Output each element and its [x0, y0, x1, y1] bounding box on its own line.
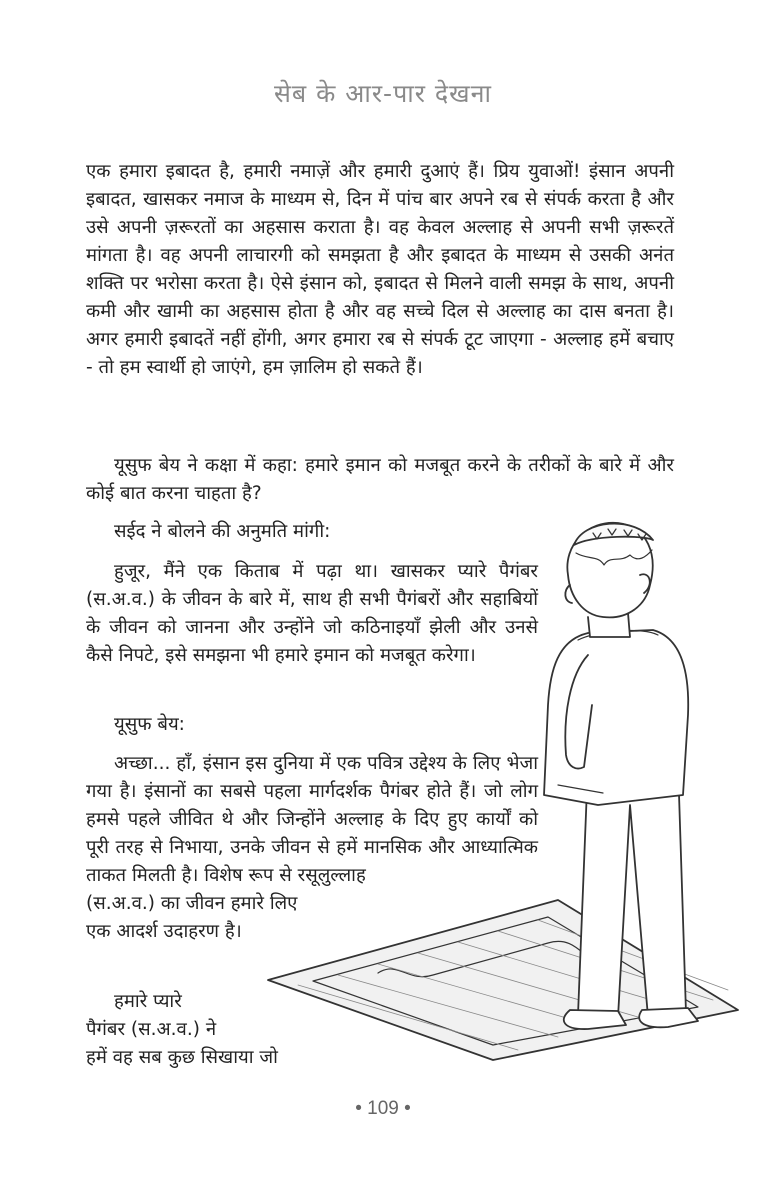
paragraph-saeed-request: सईद ने बोलने की अनुमति मांगी:	[114, 521, 331, 542]
page-title: सेब के आर-पार देखना	[274, 79, 492, 108]
yusuf-answer-line-8: एक आदर्श उदाहरण है।	[86, 921, 242, 942]
paragraph-saeed-answer: हुजूर, मैंने एक किताब में पढ़ा था। खासकर प्यारे पैगंबर (स.अ.व.) के जीवन के बारे में, साथ ही सभी पैगंबरों और सहाबियों के जीवन को जानना और उन्होंने जो कठिनाइयाँ झेली और उनसे कैसे निपटे, इसे समझना भी हमारे इमान को मजबूत करेगा।	[86, 561, 538, 666]
paragraph-yusuf-question: यूसुफ बेय ने कक्षा में कहा: हमारे इमान को मजबूत करने के तरीकों के बारे में और कोई बात करना चाहता है?	[86, 455, 674, 504]
paragraph-yusuf-label: यूसुफ बेय:	[114, 714, 185, 735]
prophet-taught-line-2: पैगंबर (स.अ.व.) ने	[86, 1019, 217, 1040]
praying-boy-illustration	[258, 505, 758, 1065]
yusuf-answer-text: अच्छा... हाँ, इंसान इस दुनिया में एक पवित्र उद्देश्य के लिए भेजा गया है। इंसानों का सबसे पहला मार्गदर्शक पैगंबर होते हैं। जो लोग हमसे पहले जीवित थे और जिन्होंने अल्लाह के दिए हुए कार्यों को पूरी तरह से निभाया, उनके जीवन से हमें मानसिक और आध्यात्मिक ताकत मिलती है। विशेष रूप से रसूलुल्लाह	[86, 753, 538, 886]
paragraph-prayer: एक हमारा इबादत है, हमारी नमाज़ें और हमारी दुआएं हैं। प्रिय युवाओं! इंसान अपनी इबादत, खासकर नमाज के माध्यम से, दिन में पांच बार अपने रब से संपर्क करता है और उसे अपनी ज़रूरतों का अहसास कराता है। वह केवल अल्लाह से अपनी सभी ज़रूरतें मांगता है। वह अपनी लाचारगी को समझता है और इबादत के माध्यम से उसकी अनंत शक्ति पर भरोसा करता है। ऐसे इंसान को, इबादत से मिलने वाली समझ के साथ, अपनी कमी और खामी का अहसास होता है और वह सच्चे दिल से अल्लाह का दास बनता है। अगर हमारी इबादतें नहीं होंगी, अगर हमारा रब से संपर्क टूट जाएगा - अल्लाह हमें बचाए - तो हम स्वार्थी हो जाएंगे, हम ज़ालिम हो सकते हैं।	[86, 161, 674, 378]
page-number: • 109 •	[355, 1098, 411, 1119]
prophet-taught-line-1: हमारे प्यारे	[114, 991, 182, 1012]
yusuf-answer-line-7: (स.अ.व.) का जीवन हमारे लिए	[86, 893, 298, 914]
prophet-taught-line-3: हमें वह सब कुछ सिखाया जो	[86, 1047, 278, 1068]
